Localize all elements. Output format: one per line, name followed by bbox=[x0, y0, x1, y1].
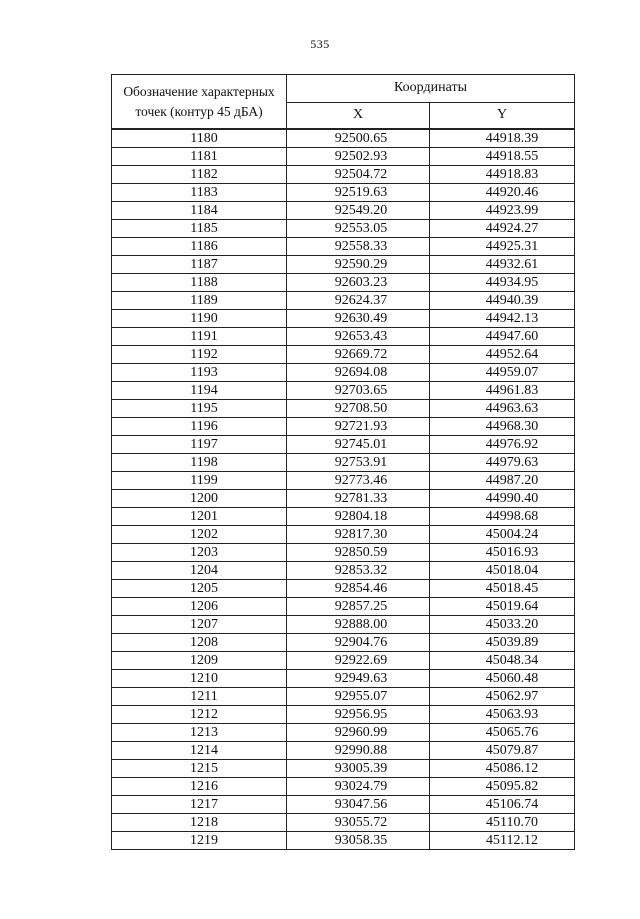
y-coordinate-cell: 45063.93 bbox=[430, 706, 575, 724]
point-id-cell: 1184 bbox=[112, 202, 287, 220]
x-coordinate-cell: 92888.00 bbox=[287, 616, 430, 634]
x-coordinate-cell: 92804.18 bbox=[287, 508, 430, 526]
point-id-cell: 1205 bbox=[112, 580, 287, 598]
x-coordinate-cell: 92703.65 bbox=[287, 382, 430, 400]
point-column-header: Обозначение характерных точек (контур 45 дБА) bbox=[112, 75, 287, 130]
table-row bbox=[112, 184, 575, 202]
table-row bbox=[112, 238, 575, 256]
x-coordinate-cell: 93005.39 bbox=[287, 760, 430, 778]
x-coordinate-cell: 92504.72 bbox=[287, 166, 430, 184]
y-coordinate-cell: 44963.63 bbox=[430, 400, 575, 418]
x-coordinate-cell: 93058.35 bbox=[287, 832, 430, 850]
table-row bbox=[112, 562, 575, 580]
table-row bbox=[112, 364, 575, 382]
point-id-cell: 1188 bbox=[112, 274, 287, 292]
y-coordinate-cell: 45018.04 bbox=[430, 562, 575, 580]
x-coordinate-cell: 92500.65 bbox=[287, 129, 430, 148]
y-coordinate-cell: 44920.46 bbox=[430, 184, 575, 202]
point-id-cell: 1185 bbox=[112, 220, 287, 238]
y-coordinate-cell: 44934.95 bbox=[430, 274, 575, 292]
table-row bbox=[112, 436, 575, 454]
y-coordinate-cell: 45039.89 bbox=[430, 634, 575, 652]
point-id-cell: 1209 bbox=[112, 652, 287, 670]
table-row bbox=[112, 742, 575, 760]
x-coordinate-cell: 92904.76 bbox=[287, 634, 430, 652]
x-coordinate-cell: 92960.99 bbox=[287, 724, 430, 742]
x-coordinate-cell: 92549.20 bbox=[287, 202, 430, 220]
y-coordinate-cell: 45048.34 bbox=[430, 652, 575, 670]
y-coordinate-cell: 44968.30 bbox=[430, 418, 575, 436]
table-row bbox=[112, 508, 575, 526]
table-row bbox=[112, 706, 575, 724]
y-coordinate-cell: 44952.64 bbox=[430, 346, 575, 364]
x-coordinate-cell: 92603.23 bbox=[287, 274, 430, 292]
table-row bbox=[112, 382, 575, 400]
point-id-cell: 1200 bbox=[112, 490, 287, 508]
y-coordinate-cell: 44924.27 bbox=[430, 220, 575, 238]
y-coordinate-cell: 44998.68 bbox=[430, 508, 575, 526]
x-coordinate-cell: 92502.93 bbox=[287, 148, 430, 166]
table-row bbox=[112, 490, 575, 508]
point-id-cell: 1201 bbox=[112, 508, 287, 526]
point-id-cell: 1182 bbox=[112, 166, 287, 184]
point-id-cell: 1181 bbox=[112, 148, 287, 166]
point-id-cell: 1206 bbox=[112, 598, 287, 616]
y-coordinate-cell: 45106.74 bbox=[430, 796, 575, 814]
table-header bbox=[112, 75, 575, 130]
point-id-cell: 1210 bbox=[112, 670, 287, 688]
point-id-cell: 1216 bbox=[112, 778, 287, 796]
point-id-cell: 1187 bbox=[112, 256, 287, 274]
x-coordinate-cell: 93055.72 bbox=[287, 814, 430, 832]
x-coordinate-cell: 92781.33 bbox=[287, 490, 430, 508]
y-coordinate-cell: 45019.64 bbox=[430, 598, 575, 616]
y-coordinate-cell: 45110.70 bbox=[430, 814, 575, 832]
table-row bbox=[112, 418, 575, 436]
table-row bbox=[112, 526, 575, 544]
point-id-cell: 1211 bbox=[112, 688, 287, 706]
point-id-cell: 1194 bbox=[112, 382, 287, 400]
point-id-cell: 1219 bbox=[112, 832, 287, 850]
y-coordinate-cell: 44918.83 bbox=[430, 166, 575, 184]
x-coordinate-cell: 92553.05 bbox=[287, 220, 430, 238]
x-coordinate-cell: 92854.46 bbox=[287, 580, 430, 598]
table-row bbox=[112, 472, 575, 490]
table-row bbox=[112, 634, 575, 652]
point-id-cell: 1212 bbox=[112, 706, 287, 724]
point-id-cell: 1191 bbox=[112, 328, 287, 346]
coordinates-table bbox=[111, 74, 575, 850]
x-column-header: X bbox=[287, 102, 430, 129]
x-coordinate-cell: 92922.69 bbox=[287, 652, 430, 670]
table-row bbox=[112, 760, 575, 778]
page-number: 535 bbox=[310, 37, 330, 51]
y-coordinate-cell: 44990.40 bbox=[430, 490, 575, 508]
point-id-cell: 1183 bbox=[112, 184, 287, 202]
table-row bbox=[112, 580, 575, 598]
x-coordinate-cell: 92853.32 bbox=[287, 562, 430, 580]
table-row bbox=[112, 328, 575, 346]
y-coordinate-cell: 44979.63 bbox=[430, 454, 575, 472]
table-row bbox=[112, 454, 575, 472]
table-row bbox=[112, 166, 575, 184]
table-row bbox=[112, 292, 575, 310]
y-coordinate-cell: 45060.48 bbox=[430, 670, 575, 688]
x-coordinate-cell: 92817.30 bbox=[287, 526, 430, 544]
point-id-cell: 1217 bbox=[112, 796, 287, 814]
table-row bbox=[112, 832, 575, 850]
x-coordinate-cell: 92694.08 bbox=[287, 364, 430, 382]
y-coordinate-cell: 44976.92 bbox=[430, 436, 575, 454]
x-coordinate-cell: 92949.63 bbox=[287, 670, 430, 688]
y-coordinate-cell: 44959.07 bbox=[430, 364, 575, 382]
table-row bbox=[112, 202, 575, 220]
table-row bbox=[112, 652, 575, 670]
table-row bbox=[112, 256, 575, 274]
x-coordinate-cell: 92558.33 bbox=[287, 238, 430, 256]
y-coordinate-cell: 44942.13 bbox=[430, 310, 575, 328]
y-coordinate-cell: 45079.87 bbox=[430, 742, 575, 760]
table-row bbox=[112, 274, 575, 292]
y-column-header: Y bbox=[430, 102, 575, 129]
x-coordinate-cell: 92956.95 bbox=[287, 706, 430, 724]
table-row bbox=[112, 724, 575, 742]
point-id-cell: 1207 bbox=[112, 616, 287, 634]
x-coordinate-cell: 93024.79 bbox=[287, 778, 430, 796]
x-coordinate-cell: 92708.50 bbox=[287, 400, 430, 418]
point-id-cell: 1180 bbox=[112, 129, 287, 148]
point-id-cell: 1193 bbox=[112, 364, 287, 382]
y-coordinate-cell: 45086.12 bbox=[430, 760, 575, 778]
table-row bbox=[112, 778, 575, 796]
point-id-cell: 1199 bbox=[112, 472, 287, 490]
table-row bbox=[112, 670, 575, 688]
point-id-cell: 1204 bbox=[112, 562, 287, 580]
point-id-cell: 1218 bbox=[112, 814, 287, 832]
point-id-cell: 1186 bbox=[112, 238, 287, 256]
x-coordinate-cell: 93047.56 bbox=[287, 796, 430, 814]
x-coordinate-cell: 92669.72 bbox=[287, 346, 430, 364]
x-coordinate-cell: 92630.49 bbox=[287, 310, 430, 328]
y-coordinate-cell: 45016.93 bbox=[430, 544, 575, 562]
x-coordinate-cell: 92857.25 bbox=[287, 598, 430, 616]
x-coordinate-cell: 92745.01 bbox=[287, 436, 430, 454]
y-coordinate-cell: 45112.12 bbox=[430, 832, 575, 850]
coordinates-group-header: Координаты bbox=[287, 75, 575, 103]
point-id-cell: 1203 bbox=[112, 544, 287, 562]
point-id-cell: 1214 bbox=[112, 742, 287, 760]
y-coordinate-cell: 45004.24 bbox=[430, 526, 575, 544]
table-row bbox=[112, 129, 575, 148]
point-id-cell: 1213 bbox=[112, 724, 287, 742]
table-row bbox=[112, 598, 575, 616]
y-coordinate-cell: 44940.39 bbox=[430, 292, 575, 310]
table-row bbox=[112, 796, 575, 814]
y-coordinate-cell: 44961.83 bbox=[430, 382, 575, 400]
table-body bbox=[112, 129, 575, 850]
y-coordinate-cell: 44918.39 bbox=[430, 129, 575, 148]
x-coordinate-cell: 92850.59 bbox=[287, 544, 430, 562]
y-coordinate-cell: 44947.60 bbox=[430, 328, 575, 346]
y-coordinate-cell: 44918.55 bbox=[430, 148, 575, 166]
point-id-cell: 1192 bbox=[112, 346, 287, 364]
y-coordinate-cell: 45095.82 bbox=[430, 778, 575, 796]
y-coordinate-cell: 45065.76 bbox=[430, 724, 575, 742]
point-id-cell: 1190 bbox=[112, 310, 287, 328]
table-row bbox=[112, 400, 575, 418]
x-coordinate-cell: 92955.07 bbox=[287, 688, 430, 706]
y-coordinate-cell: 44923.99 bbox=[430, 202, 575, 220]
y-coordinate-cell: 44932.61 bbox=[430, 256, 575, 274]
table-row bbox=[112, 616, 575, 634]
y-coordinate-cell: 45018.45 bbox=[430, 580, 575, 598]
table-row bbox=[112, 346, 575, 364]
x-coordinate-cell: 92624.37 bbox=[287, 292, 430, 310]
table-row bbox=[112, 220, 575, 238]
point-id-cell: 1196 bbox=[112, 418, 287, 436]
x-coordinate-cell: 92721.93 bbox=[287, 418, 430, 436]
x-coordinate-cell: 92990.88 bbox=[287, 742, 430, 760]
y-coordinate-cell: 44987.20 bbox=[430, 472, 575, 490]
point-id-cell: 1195 bbox=[112, 400, 287, 418]
x-coordinate-cell: 92653.43 bbox=[287, 328, 430, 346]
point-id-cell: 1189 bbox=[112, 292, 287, 310]
table-row bbox=[112, 814, 575, 832]
x-coordinate-cell: 92753.91 bbox=[287, 454, 430, 472]
point-id-cell: 1215 bbox=[112, 760, 287, 778]
table-row bbox=[112, 688, 575, 706]
y-coordinate-cell: 45062.97 bbox=[430, 688, 575, 706]
point-id-cell: 1198 bbox=[112, 454, 287, 472]
point-id-cell: 1208 bbox=[112, 634, 287, 652]
x-coordinate-cell: 92519.63 bbox=[287, 184, 430, 202]
point-id-cell: 1202 bbox=[112, 526, 287, 544]
x-coordinate-cell: 92590.29 bbox=[287, 256, 430, 274]
y-coordinate-cell: 45033.20 bbox=[430, 616, 575, 634]
x-coordinate-cell: 92773.46 bbox=[287, 472, 430, 490]
y-coordinate-cell: 44925.31 bbox=[430, 238, 575, 256]
point-id-cell: 1197 bbox=[112, 436, 287, 454]
table-row bbox=[112, 148, 575, 166]
table-row bbox=[112, 544, 575, 562]
table-row bbox=[112, 310, 575, 328]
